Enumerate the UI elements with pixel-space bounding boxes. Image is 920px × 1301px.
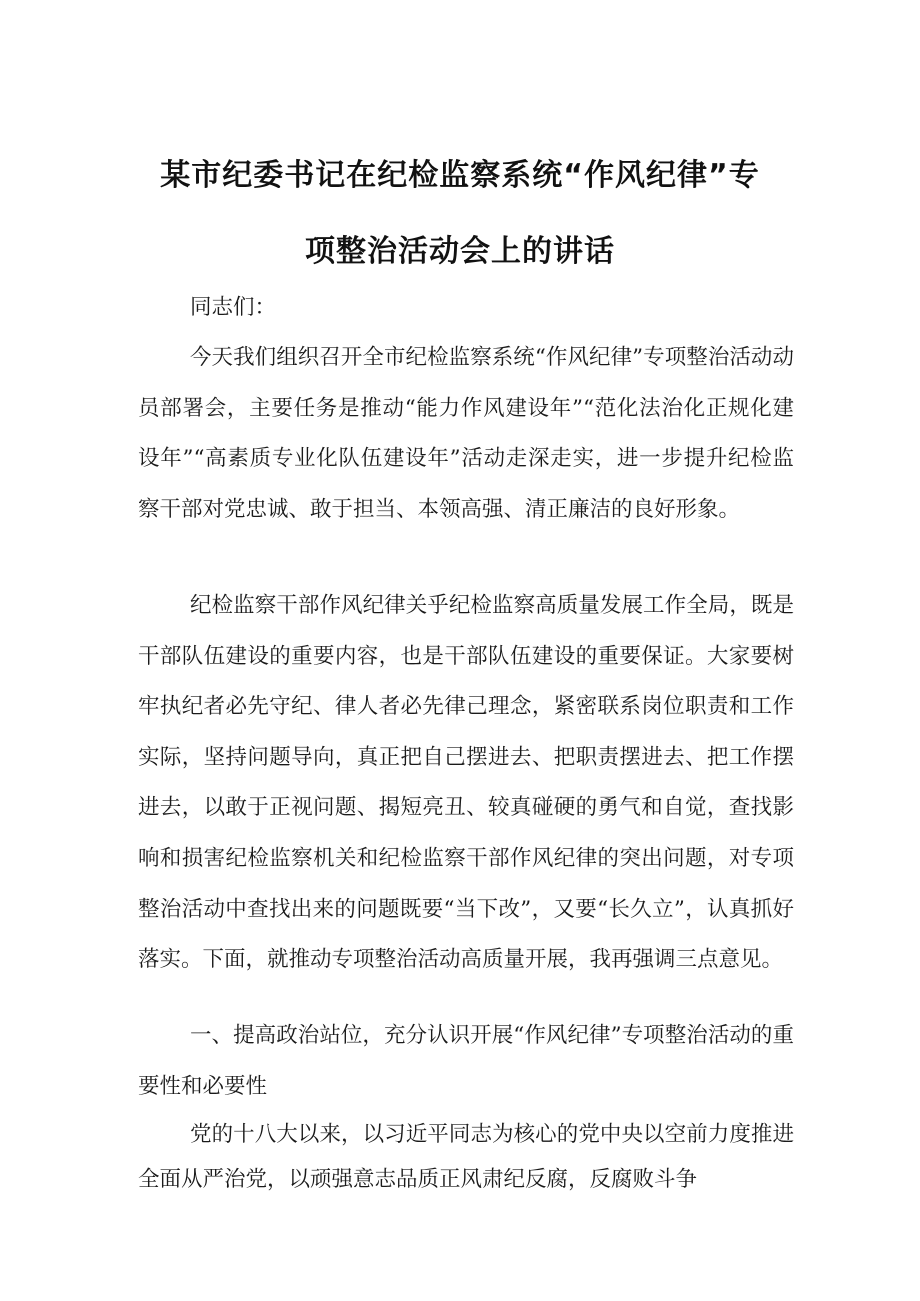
salutation: 同志们： — [190, 295, 277, 320]
paragraph-party-congress: 党的十八大以来，以习近平同志为核心的党中央以空前力度推进全面从严治党，以顽强意志品质正风肃纪反腐，反腐败斗争 — [138, 1122, 794, 1192]
document-title-line-2: 项整治活动会上的讲话 — [305, 234, 615, 269]
section-heading-one: 一、提高政治站位，充分认识开展“作风纪律”专项整治活动的重要性和必要性 — [138, 1023, 794, 1099]
paragraph-work-style: 纪检监察干部作风纪律关乎纪检监察高质量发展工作全局，既是干部队伍建设的重要内容，也是干部队伍建设的重要保证。大家要树牢执纪者必先守纪、律人者必先律己理念，紧密联系岗位职责和工作实际，坚持问题导向，真正把自己摆进去、把职责摆进去、把工作摆进去，以敢于正视问题、揭短亮丑、较真碰硬的勇气和自觉，查找影响和损害纪检监察机关和纪检监察干部作风纪律的突出问题，对专项整治活动中查找出来的问题既要“当下改”，又要“长久立”，认真抓好落实。下面，就推动专项整治活动高质量开展，我再强调三点意见。 — [138, 593, 794, 973]
paragraph-intro: 今天我们组织召开全市纪检监察系统“作风纪律”专项整治活动动员部署会，主要任务是推动“能力作风建设年”“范化法治化正规化建设年”“高素质专业化队伍建设年”活动走深走实，进一步提升纪检监察干部对党忠诚、敢于担当、本领高强、清正廉洁的良好形象。 — [138, 345, 794, 522]
document-title-line-1: 某市纪委书记在纪检监察系统“作风纪律”专 — [160, 158, 760, 193]
